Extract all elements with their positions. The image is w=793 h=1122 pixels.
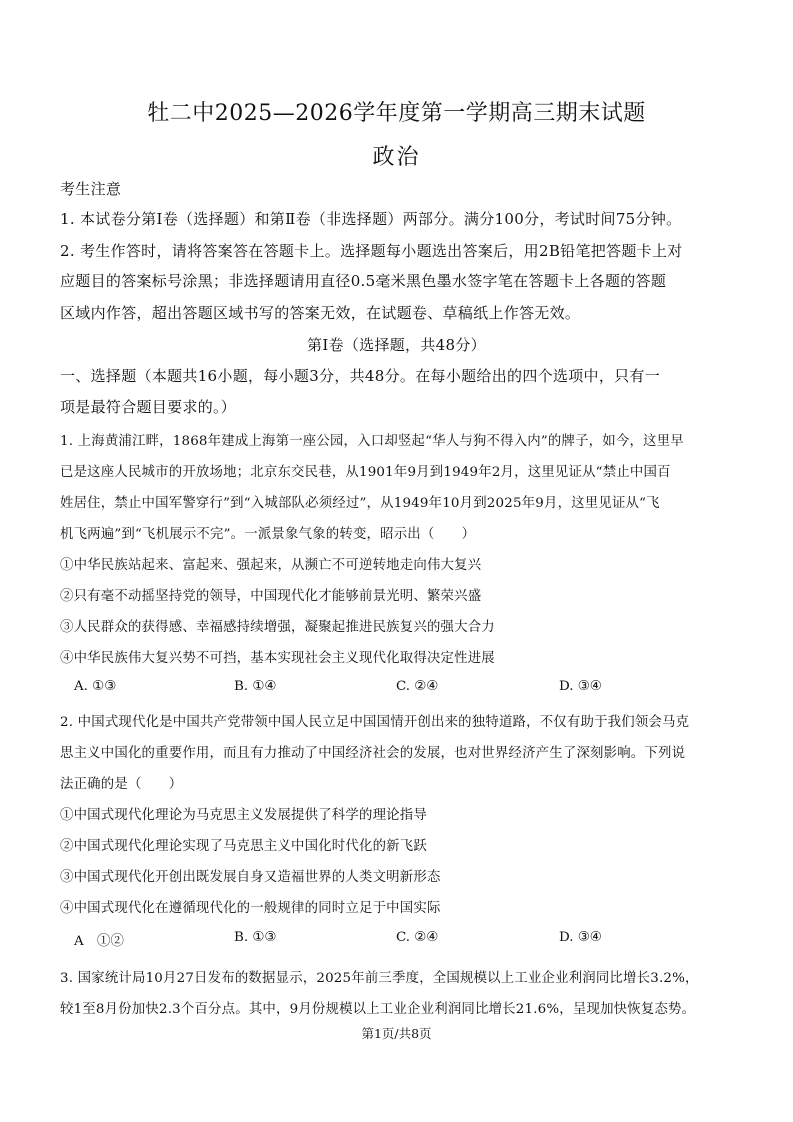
notice-line-2c: 区域内作答，超出答题区域书写的答案无效，在试题卷、草稿纸上作答无效。 <box>60 304 581 322</box>
q3-stem-line-2: 较1至8月份加快2.3个百分点。其中，9月份规模以上工业企业利润同比增长21.6%，呈现加快恢复态势。 <box>60 1002 696 1017</box>
q1-statement-3: ③人民群众的获得感、幸福感持续增强，凝聚起推进民族复兴的强大合力 <box>60 620 495 635</box>
q2-statement-1: ①中国式现代化理论为马克思主义发展提供了科学的理论指导 <box>60 808 427 823</box>
q2-stem-line-3: 法正确的是（ ） <box>60 777 183 792</box>
q1-option-b: B. ①④ <box>234 679 277 694</box>
q1-option-a: A. ①③ <box>74 679 117 694</box>
notice-line-1: 1. 本试卷分第Ⅰ卷（选择题）和第Ⅱ卷（非选择题）两部分。满分100分，考试时间75分钟。 <box>60 210 682 228</box>
q1-option-d: D. ③④ <box>559 679 602 694</box>
q1-statement-2: ②只有毫不动摇坚持党的领导，中国现代化才能够前景光明、繁荣兴盛 <box>60 589 482 604</box>
q1-option-c: C. ②④ <box>396 679 439 694</box>
q2-option-d: D. ③④ <box>559 930 602 945</box>
q1-statement-4: ④中华民族伟大复兴势不可挡，基本实现社会主义现代化取得决定性进展 <box>60 651 495 666</box>
q2-stem-line-1: 2. 中国式现代化是中国共产党带领中国人民立足中国国情开创出来的独特道路，不仅有助于我们领会马克 <box>60 715 690 730</box>
subject-title: 政治 <box>372 145 421 170</box>
q2-statement-4: ④中国式现代化在遵循现代化的一般规律的同时立足于中国实际 <box>60 901 441 916</box>
notice-line-2a: 2. 考生作答时，请将答案答在答题卡上。选择题每小题选出答案后，用2B铅笔把答题卡上对 <box>60 242 683 260</box>
notice-line-2b: 应题目的答案标号涂黑；非选择题请用直径0.5毫米黑色墨水签字笔在答题卡上各题的答题 <box>60 272 667 290</box>
exam-title: 牡二中2025—2026学年度第一学期高三期末试题 <box>147 101 646 126</box>
q1-stem-line-3: 姓居住，禁止中国军警穿行”到“入城部队必须经过”，从1949年10月到2025年9月，这里见证从“飞 <box>60 496 660 511</box>
q2-statement-3: ③中国式现代化开创出既发展自身又造福世界的人类文明新形态 <box>60 870 441 885</box>
notice-heading: 考生注意 <box>60 180 122 198</box>
q2-option-b: B. ①③ <box>234 930 277 945</box>
section-title: 第Ⅰ卷（选择题，共48分） <box>307 336 486 354</box>
page-footer: 第1页/共8页 <box>361 1026 432 1041</box>
q2-stem-line-2: 思主义中国化的重要作用，而且有力推动了中国经济社会的发展，也对世界经济产生了深刻影响。下列说 <box>60 746 686 761</box>
q2-option-c: C. ②④ <box>396 930 439 945</box>
q1-stem-line-2: 已是这座人民城市的开放场地；北京东交民巷，从1901年9月到1949年2月，这里见证从“禁止中国百 <box>60 465 671 480</box>
q2-statement-2: ②中国式现代化理论实现了马克思主义中国化时代化的新飞跃 <box>60 839 427 854</box>
q1-statement-1: ①中华民族站起来、富起来、强起来，从濒亡不可逆转地走向伟大复兴 <box>60 558 482 573</box>
q1-stem-line-1: 1. 上海黄浦江畔，1868年建成上海第一座公园，入口却竖起“华人与狗不得入内”的牌子，如今，这里早 <box>60 434 684 449</box>
q2-option-a: A ①② <box>74 934 124 949</box>
section-instruction-b: 项是最符合题目要求的。） <box>60 398 237 416</box>
section-instruction-a: 一、选择题（本题共16小题，每小题3分，共48分。在每小题给出的四个选项中，只有一 <box>60 367 661 385</box>
q1-stem-line-4: 机飞两遍”到“飞机展示不完”。一派景象气象的转变，昭示出（ ） <box>60 527 476 542</box>
q3-stem-line-1: 3. 国家统计局10月27日发布的数据显示，2025年前三季度，全国规模以上工业企业利润同比增长3.2%， <box>60 971 699 986</box>
